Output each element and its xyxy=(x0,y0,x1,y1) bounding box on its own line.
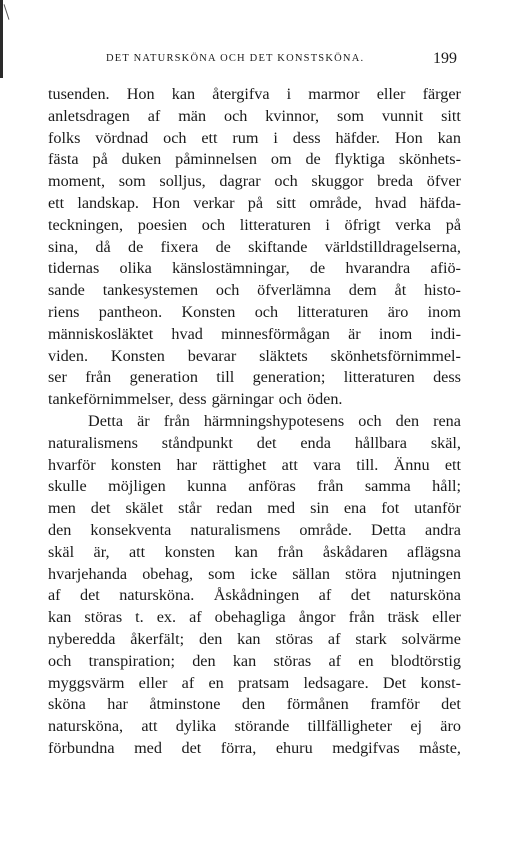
text-line: ett landskap. Hon verkar på sitt område, hvad häfda- xyxy=(48,193,461,212)
running-title: DET NATURSKÖNA OCH DET KONSTSKÖNA. xyxy=(106,53,365,64)
text-line: fästa på duken påminnelsen om de flyktiga skönhets- xyxy=(48,150,461,169)
text-line: skulle möjligen kunna anföras från samma håll; xyxy=(48,477,461,496)
text-line: och transpiration; den kan störas af en blodtörstig xyxy=(48,651,461,670)
text-line: sande tankesystemen och öfverlämna dem åt histo- xyxy=(48,281,461,300)
text-line: folks vördnad och ett rum i dess häfder. Hon kan xyxy=(48,128,461,147)
text-line: skäl är, att konsten kan från åskådaren aflägsna xyxy=(48,542,461,561)
text-line: tusenden. Hon kan återgifva i marmor eller färger xyxy=(48,85,461,103)
text-line: riens pantheon. Konsten och litteraturen äro inom xyxy=(48,302,461,321)
text-line: naturalismens ståndpunkt det enda hållbara skäl, xyxy=(48,433,461,452)
text-line: tankeförnimmelser, dess gärningar och öden. xyxy=(48,390,343,409)
text-line: men det skälet står redan med sin ena fot utanför xyxy=(48,499,461,518)
text-line: förbundna med det förra, ehuru medgifvas måste, xyxy=(48,738,461,757)
text-line: sina, då de fixera de skiftande världstilldragelserna, xyxy=(48,237,461,256)
text-line: myggsvärm eller af en pratsam ledsagare. Det konst- xyxy=(48,673,461,692)
text-line: natursköna, att dylika störande tillfälligheter ej äro xyxy=(48,717,461,736)
text-line: hvarför konsten har rättighet att vara till. Ännu ett xyxy=(48,455,461,474)
scan-edge-scratch xyxy=(4,4,10,20)
text-line: människosläktet hvad minnesförmågan är inom indi- xyxy=(48,324,461,343)
text-line: Detta är från härmningshypotesens och den rena xyxy=(88,411,461,430)
text-line: viden. Konsten bevarar släktets skönhetsförnimmel- xyxy=(48,346,461,365)
text-line: moment, som solljus, dagrar och skuggor breda öfver xyxy=(48,172,461,191)
page-header xyxy=(40,52,461,70)
text-line: ser från generation till generation; litteraturen dess xyxy=(48,368,461,387)
text-line: teckningen, poesien och litteraturen i öfrigt verka på xyxy=(48,215,461,234)
text-line: nyberedda åkerfält; den kan störas af stark solvärme xyxy=(48,629,461,648)
scan-edge-mark xyxy=(0,0,3,78)
text-line: den konsekventa naturalismens område. Detta andra xyxy=(48,520,461,539)
text-line: sköna har åtminstone den förmånen framför det xyxy=(48,695,461,714)
body-text xyxy=(48,84,461,760)
text-line: hvarjehanda obehag, som icke sällan störa njutningen xyxy=(48,564,461,583)
text-line: af det natursköna. Åskådningen af det natursköna xyxy=(48,586,461,605)
page-number: 199 xyxy=(433,50,457,67)
text-line: tidernas olika känslostämningar, de hvarandra afiö- xyxy=(48,259,461,278)
text-line: anletsdragen af män och kvinnor, som vunnit sitt xyxy=(48,106,461,125)
text-line: kan störas t. ex. af obehagliga ångor från träsk eller xyxy=(48,608,461,627)
